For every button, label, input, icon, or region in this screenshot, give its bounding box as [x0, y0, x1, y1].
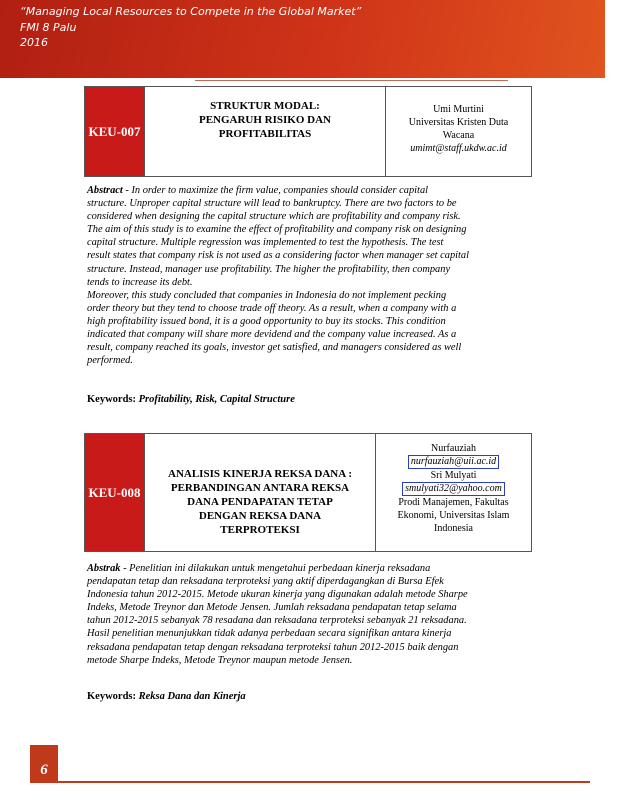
- abstract-line: capital structure. Multiple regression was implemented to test the hypothesis. The test: [87, 237, 444, 249]
- entry-table-keu-008: [84, 433, 532, 552]
- entry-table-keu-007: [84, 86, 532, 177]
- author-email-link[interactable]: smulyati32@yahoo.com: [402, 482, 505, 496]
- title-line: PERBANDINGAN ANTARA REKSA: [170, 481, 350, 494]
- author-email[interactable]: umimt@staff.ukdw.ac.id: [410, 143, 507, 154]
- abstract-line: result, company reached its goals, investor get satisfied, and managers considered as well: [87, 342, 462, 354]
- author-affiliation: Prodi Manajemen, Fakultas: [398, 497, 509, 508]
- abstract-line: Indonesia tahun 2012-2015. Metode ukuran kinerja yang digunakan adalah metode Sharpe: [87, 589, 468, 601]
- author-affiliation: Indonesia: [434, 523, 473, 534]
- abstract-label: Abstrak: [87, 563, 121, 574]
- abstract-line: result states that company risk is not used as a considering factor when manager set capital: [87, 250, 470, 262]
- keywords-label: Keywords:: [87, 394, 136, 405]
- author-name: Sri Mulyati: [430, 470, 477, 481]
- abstract-line: - In order to maximize the firm value, companies should consider capital: [122, 185, 429, 196]
- author-affiliation: Wacana: [442, 130, 475, 141]
- author-name: Nurfauziah: [431, 443, 476, 454]
- abstract-line: structure. Unproper capital structure will lead to bankruptcy. There are two factors to be: [87, 198, 457, 210]
- title-line: TERPROTEKSI: [220, 523, 300, 536]
- abstract-line: tends to increase its debt.: [87, 276, 193, 288]
- page-number: 6: [40, 762, 48, 778]
- abstract-line: reksadana pendapatan tetap dengan reksadana terproteksi tahun 2012-2015 baik dengan: [87, 641, 459, 653]
- title-line: PROFITABILITAS: [218, 128, 312, 140]
- page-number-box: [30, 745, 58, 781]
- abstract-line: indicated that company will share more devidend and the company value increased. As a: [87, 329, 457, 341]
- author-affiliation: Ekonomi, Universitas Islam: [397, 510, 510, 521]
- abstract-line: Indeks, Metode Treynor dan Metode Jensen. Jumlah reksadana pendapatan tetap selama: [87, 602, 457, 614]
- title-line: ANALISIS KINERJA REKSA DANA :: [168, 467, 352, 480]
- author-name: Umi Murtini: [433, 104, 484, 115]
- keywords-label: Keywords:: [87, 691, 136, 702]
- title-line: DENGAN REKSA DANA: [198, 509, 322, 522]
- abstract-line: - Penelitian ini dilakukan untuk mengetahui perbedaan kinerja reksadana: [120, 563, 431, 574]
- title-line: STRUKTUR MODAL:: [210, 100, 320, 112]
- header-banner: [0, 0, 605, 78]
- keywords-text: Reksa Dana dan Kinerja: [136, 691, 246, 702]
- footer-rule: [30, 781, 590, 783]
- conference-name: FMI 8 Palu: [20, 21, 77, 34]
- title-line: PENGARUH RISIKO DAN: [198, 114, 331, 126]
- keywords-keu-007: [87, 394, 295, 405]
- title-line: DANA PENDAPATAN TETAP: [187, 495, 333, 508]
- abstract-line: performed.: [87, 355, 133, 367]
- abstract-line: Hasil penelitian menunjukkan tidak adanya perbedaan secara signifikan antara kinerja: [87, 628, 452, 640]
- abstract-line: metode Sharpe Indeks, Metode Treynor maupun metode Jensen.: [87, 654, 353, 666]
- abstract-line: order theory but they tend to choose trade off theory. As a result, when a company with a: [87, 302, 457, 314]
- keywords-text: Profitability, Risk, Capital Structure: [136, 394, 295, 405]
- abstract-line: pendapatan tetap dan reksadana terproteksi yang aktif diperdagangkan di Bursa Efek: [87, 576, 444, 588]
- entry-code: KEU-007: [85, 87, 145, 176]
- entry-title: [145, 87, 386, 176]
- author-affiliation: Universitas Kristen Duta: [408, 117, 509, 128]
- author-email-link[interactable]: nurfauziah@uii.ac.id: [408, 455, 499, 469]
- abstract-line: tahun 2012-2015 sebanyak 78 resadana dan reksadana terproteksi sebanyak 21 reksadana.: [87, 615, 467, 627]
- entry-title: [145, 434, 376, 551]
- conference-theme: “Managing Local Resources to Compete in the Global Market”: [20, 5, 362, 18]
- keywords-keu-008: [87, 691, 246, 702]
- conference-year: 2016: [20, 36, 48, 49]
- entry-code: KEU-008: [85, 434, 145, 551]
- abstract-line: The aim of this study is to examine the effect of profitability and company risk on designing: [87, 224, 467, 236]
- abstract-keu-008: [87, 562, 531, 667]
- entry-author: [386, 87, 531, 176]
- abstract-line: structure. Instead, manager use profitability. The higher the profitability, then company: [87, 263, 451, 275]
- abstract-line: Moreover, this study concluded that companies in Indonesia do not implement pecking: [87, 289, 447, 301]
- header-divider: [195, 80, 508, 81]
- entry-authors: [376, 434, 531, 551]
- abstract-line: considered when designing the capital structure which are profitability and company risk.: [87, 211, 461, 223]
- abstract-label: Abstract: [87, 185, 123, 196]
- abstract-keu-007: [87, 184, 531, 367]
- abstract-line: high profitability issued bond, it is a good opportunity to buy its stocks. This condition: [87, 315, 446, 327]
